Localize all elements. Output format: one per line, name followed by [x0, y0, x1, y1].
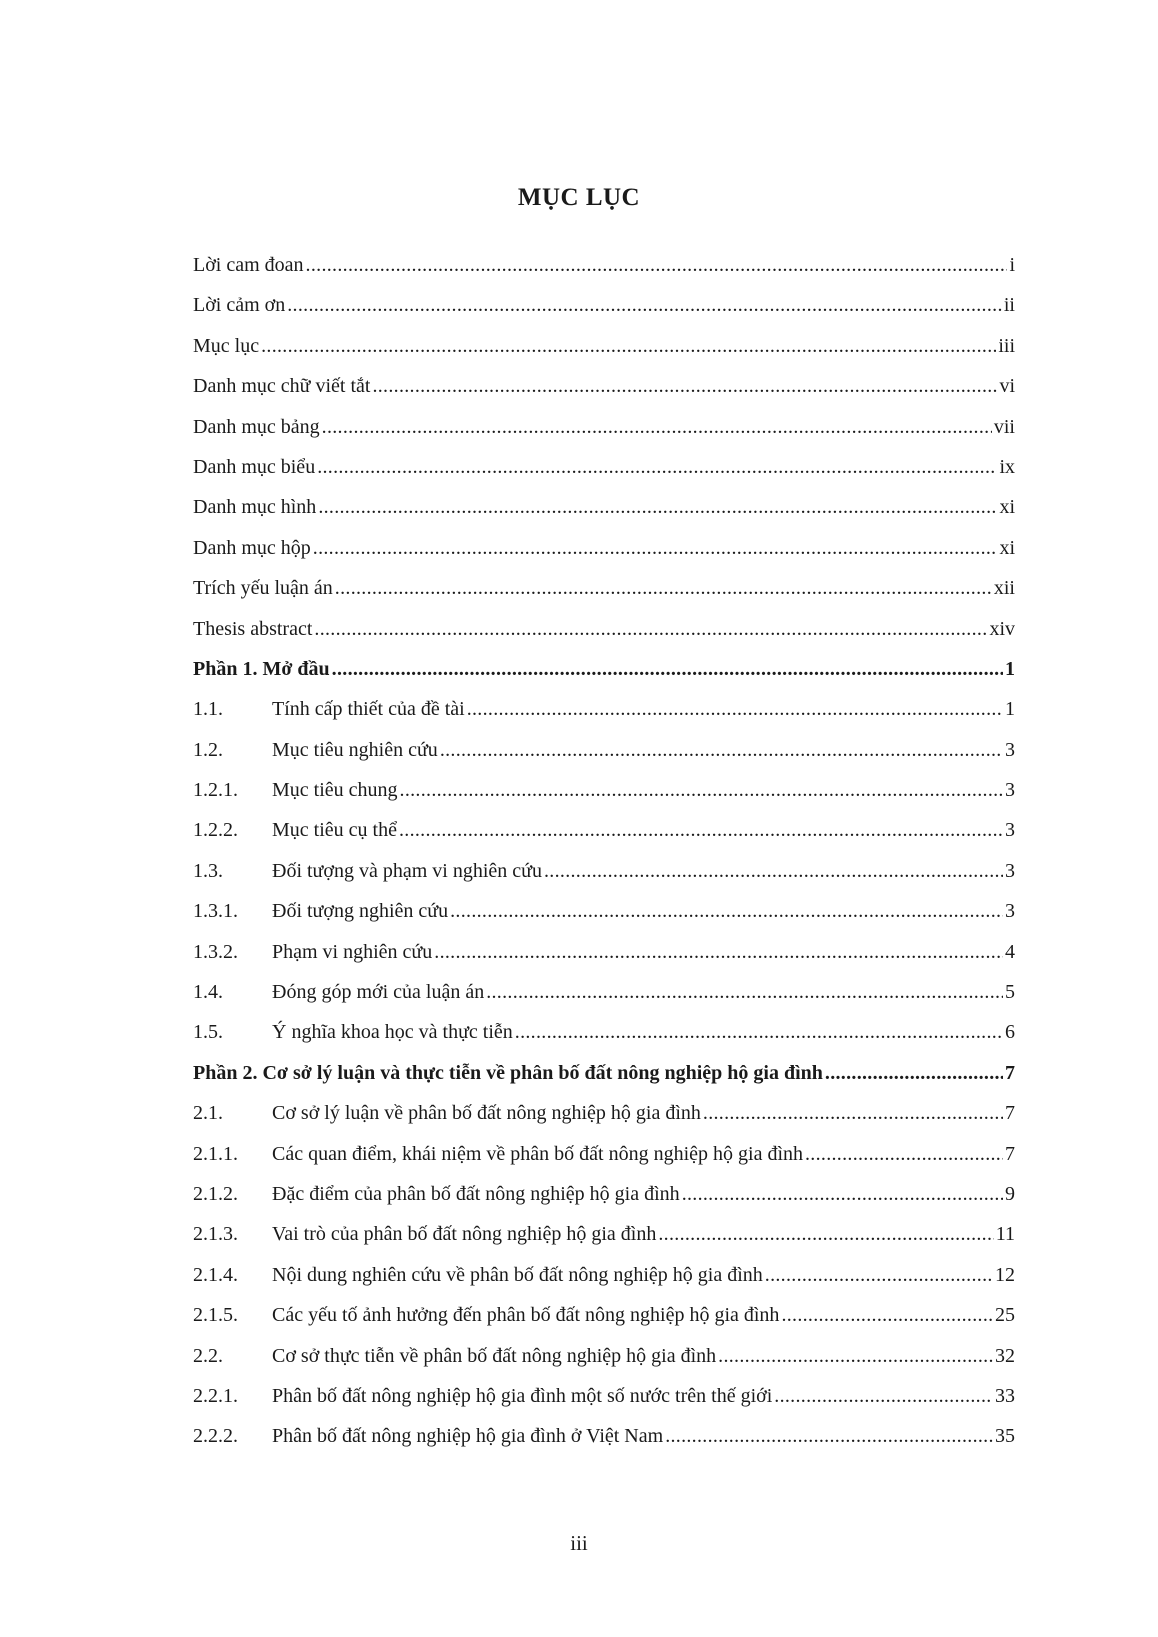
toc-entry-number: 2.1.2. — [193, 1182, 238, 1205]
toc-entry-page: 3 — [1005, 819, 1015, 842]
toc-entry-page: 3 — [1005, 738, 1015, 761]
toc-entry[interactable] — [193, 576, 1015, 616]
toc-entry-number: 1.3.1. — [193, 900, 238, 923]
table-of-contents — [193, 253, 1015, 1465]
dot-leader — [335, 576, 992, 600]
toc-entry-label: Tính cấp thiết của đề tài — [272, 698, 465, 721]
toc-entry[interactable] — [193, 495, 1015, 535]
toc-entry[interactable] — [193, 455, 1015, 495]
toc-entry-label: Lời cảm ơn — [193, 294, 286, 317]
toc-entry[interactable] — [193, 617, 1015, 657]
toc-entry-label: Vai trò của phân bố đất nông nghiệp hộ gia đình — [272, 1223, 657, 1246]
dot-leader — [805, 1142, 1003, 1166]
toc-entry[interactable] — [193, 980, 1015, 1020]
toc-entry-number: 1.4. — [193, 981, 223, 1004]
toc-entry[interactable] — [193, 738, 1015, 778]
dot-leader — [261, 334, 996, 358]
dot-leader — [467, 697, 1003, 721]
toc-entry[interactable] — [193, 1344, 1015, 1384]
toc-entry-label: Mục lục — [193, 334, 260, 357]
dot-leader — [825, 1061, 1003, 1085]
toc-entry-label: Phần 1. Mở đầu — [193, 657, 330, 680]
toc-entry[interactable] — [193, 818, 1015, 858]
dot-leader — [544, 859, 1003, 883]
toc-entry-label: Cơ sở lý luận về phân bố đất nông nghiệp hộ gia đình — [272, 1102, 701, 1125]
toc-entry-page: 5 — [1005, 981, 1015, 1004]
toc-entry-page: xii — [993, 577, 1015, 600]
toc-entry-page: 4 — [1005, 940, 1015, 963]
toc-entry-page: 33 — [995, 1384, 1015, 1407]
dot-leader — [306, 253, 1008, 277]
page-title: MỤC LỤC — [517, 184, 641, 211]
toc-entry-label: Lời cam đoan — [193, 254, 304, 276]
dot-leader — [718, 1344, 993, 1368]
toc-entry-label: Mục tiêu chung — [272, 779, 398, 802]
dot-leader — [314, 617, 987, 641]
dot-leader — [313, 536, 998, 560]
toc-entry-page: 25 — [995, 1304, 1015, 1327]
dot-leader — [781, 1303, 993, 1327]
dot-leader — [682, 1182, 1003, 1206]
toc-entry[interactable] — [193, 536, 1015, 576]
toc-entry-number: 2.1.3. — [193, 1223, 238, 1246]
toc-entry-page: 6 — [1005, 1021, 1015, 1044]
toc-entry-number: 1.3. — [193, 859, 223, 882]
toc-entry[interactable] — [193, 940, 1015, 980]
toc-entry[interactable] — [193, 1222, 1015, 1262]
toc-entry-label: Đóng góp mới của luận án — [272, 981, 485, 1004]
toc-entry-label: Mục tiêu cụ thể — [272, 819, 397, 842]
toc-entry-page: ii — [1003, 294, 1015, 317]
toc-entry-number: 2.2.1. — [193, 1384, 238, 1407]
toc-entry-label: Danh mục hộp — [193, 536, 311, 559]
dot-leader — [665, 1424, 993, 1448]
toc-entry-page: 7 — [1005, 1102, 1015, 1125]
toc-entry[interactable] — [193, 697, 1015, 737]
dot-leader — [765, 1263, 993, 1287]
toc-entry[interactable] — [193, 1020, 1015, 1060]
dot-leader — [317, 455, 997, 479]
toc-entry-number: 2.1.1. — [193, 1142, 238, 1165]
toc-entry-page: 12 — [995, 1263, 1015, 1286]
toc-entry-label: Phần 2. Cơ sở lý luận và thực tiễn về phân bố đất nông nghiệp hộ gia đình — [193, 1061, 823, 1084]
toc-entry[interactable] — [193, 1384, 1015, 1424]
toc-entry-label: Đối tượng và phạm vi nghiên cứu — [272, 859, 542, 882]
toc-entry-label: Phân bố đất nông nghiệp hộ gia đình một số nước trên thế giới — [272, 1384, 773, 1407]
toc-entry-label: Cơ sở thực tiễn về phân bố đất nông nghiệp hộ gia đình — [272, 1344, 717, 1367]
dot-leader — [322, 415, 992, 439]
toc-entry[interactable] — [193, 293, 1015, 333]
toc-entry-page: 32 — [995, 1344, 1015, 1367]
toc-entry-number: 2.1.5. — [193, 1304, 238, 1327]
toc-entry-number: 1.1. — [193, 698, 223, 721]
toc-entry-page: 7 — [1005, 1061, 1015, 1084]
dot-leader — [434, 940, 1003, 964]
toc-entry[interactable] — [193, 899, 1015, 939]
toc-entry-page: 35 — [995, 1425, 1015, 1448]
toc-entry-label: Danh mục biểu — [193, 455, 316, 478]
toc-entry-page: 1 — [1005, 657, 1015, 680]
toc-entry[interactable] — [193, 253, 1015, 293]
toc-entry-label: Đặc điểm của phân bố đất nông nghiệp hộ gia đình — [272, 1182, 680, 1205]
toc-entry-page: 11 — [995, 1223, 1015, 1246]
toc-entry-page: 7 — [1005, 1142, 1015, 1165]
dot-leader — [399, 818, 1003, 842]
toc-entry-number: 1.5. — [193, 1021, 223, 1044]
toc-part-heading[interactable] — [193, 657, 1015, 697]
dot-leader — [703, 1101, 1003, 1125]
toc-entry-page: vi — [999, 375, 1015, 398]
toc-entry-label: Thesis abstract — [193, 617, 313, 640]
toc-entry-page: xi — [999, 496, 1015, 519]
toc-part-heading[interactable] — [193, 1061, 1015, 1101]
toc-entry[interactable] — [193, 374, 1015, 414]
toc-entry-page: xi — [999, 536, 1015, 559]
toc-entry-page: 3 — [1005, 900, 1015, 923]
toc-entry-page: i — [1009, 254, 1015, 276]
dot-leader — [450, 899, 1003, 923]
toc-entry-number: 2.2.2. — [193, 1425, 238, 1448]
dot-leader — [287, 293, 1002, 317]
toc-entry-number: 2.2. — [193, 1344, 223, 1367]
toc-entry-label: Danh mục chữ viết tắt — [193, 375, 371, 398]
toc-entry[interactable] — [193, 1101, 1015, 1141]
toc-entry-label: Danh mục bảng — [193, 415, 320, 438]
toc-entry-page: 1 — [1005, 698, 1015, 721]
toc-entry-page: 9 — [1005, 1182, 1015, 1205]
toc-entry-label: Phạm vi nghiên cứu — [272, 940, 433, 963]
toc-entry-number: 2.1. — [193, 1102, 223, 1125]
toc-entry-page: ix — [999, 455, 1015, 478]
dot-leader — [658, 1222, 993, 1246]
toc-entry-number: 1.2.2. — [193, 819, 238, 842]
toc-entry[interactable] — [193, 1303, 1015, 1343]
dot-leader — [515, 1020, 1003, 1044]
toc-entry[interactable] — [193, 1142, 1015, 1182]
toc-entry-label: Các quan điểm, khái niệm về phân bố đất nông nghiệp hộ gia đình — [272, 1142, 803, 1165]
toc-entry-number: 1.2.1. — [193, 779, 238, 802]
dot-leader — [440, 738, 1003, 762]
toc-entry-page: 3 — [1005, 859, 1015, 882]
toc-entry-page: vii — [993, 415, 1015, 438]
toc-entry-label: Danh mục hình — [193, 496, 317, 519]
toc-entry-label: Phân bố đất nông nghiệp hộ gia đình ở Việt Nam — [272, 1425, 664, 1448]
toc-entry[interactable] — [193, 415, 1015, 455]
dot-leader — [774, 1384, 993, 1408]
toc-entry[interactable] — [193, 334, 1015, 374]
toc-entry-label: Mục tiêu nghiên cứu — [272, 738, 438, 761]
toc-entry-label: Ý nghĩa khoa học và thực tiễn — [272, 1021, 513, 1044]
toc-entry[interactable] — [193, 1263, 1015, 1303]
toc-entry[interactable] — [193, 1182, 1015, 1222]
page-number: iii — [570, 1531, 588, 1555]
toc-entry-label: Các yếu tố ảnh hưởng đến phân bố đất nông nghiệp hộ gia đình — [272, 1304, 780, 1327]
toc-entry-label: Trích yếu luận án — [193, 577, 333, 600]
dot-leader — [318, 495, 997, 519]
dot-leader — [400, 778, 1003, 802]
toc-entry-page: iii — [998, 334, 1015, 357]
toc-entry[interactable] — [193, 1424, 1015, 1464]
toc-entry-label: Đối tượng nghiên cứu — [272, 900, 449, 923]
toc-entry[interactable] — [193, 778, 1015, 818]
toc-entry-label: Nội dung nghiên cứu về phân bố đất nông nghiệp hộ gia đình — [272, 1263, 763, 1286]
dot-leader — [332, 657, 1003, 681]
toc-entry-page: 3 — [1005, 779, 1015, 802]
dot-leader — [486, 980, 1003, 1004]
toc-entry-number: 1.2. — [193, 738, 223, 761]
toc-entry-number: 1.3.2. — [193, 940, 238, 963]
dot-leader — [372, 374, 997, 398]
toc-entry-number: 2.1.4. — [193, 1263, 238, 1286]
toc-entry-page: xiv — [989, 617, 1015, 640]
toc-entry[interactable] — [193, 859, 1015, 899]
